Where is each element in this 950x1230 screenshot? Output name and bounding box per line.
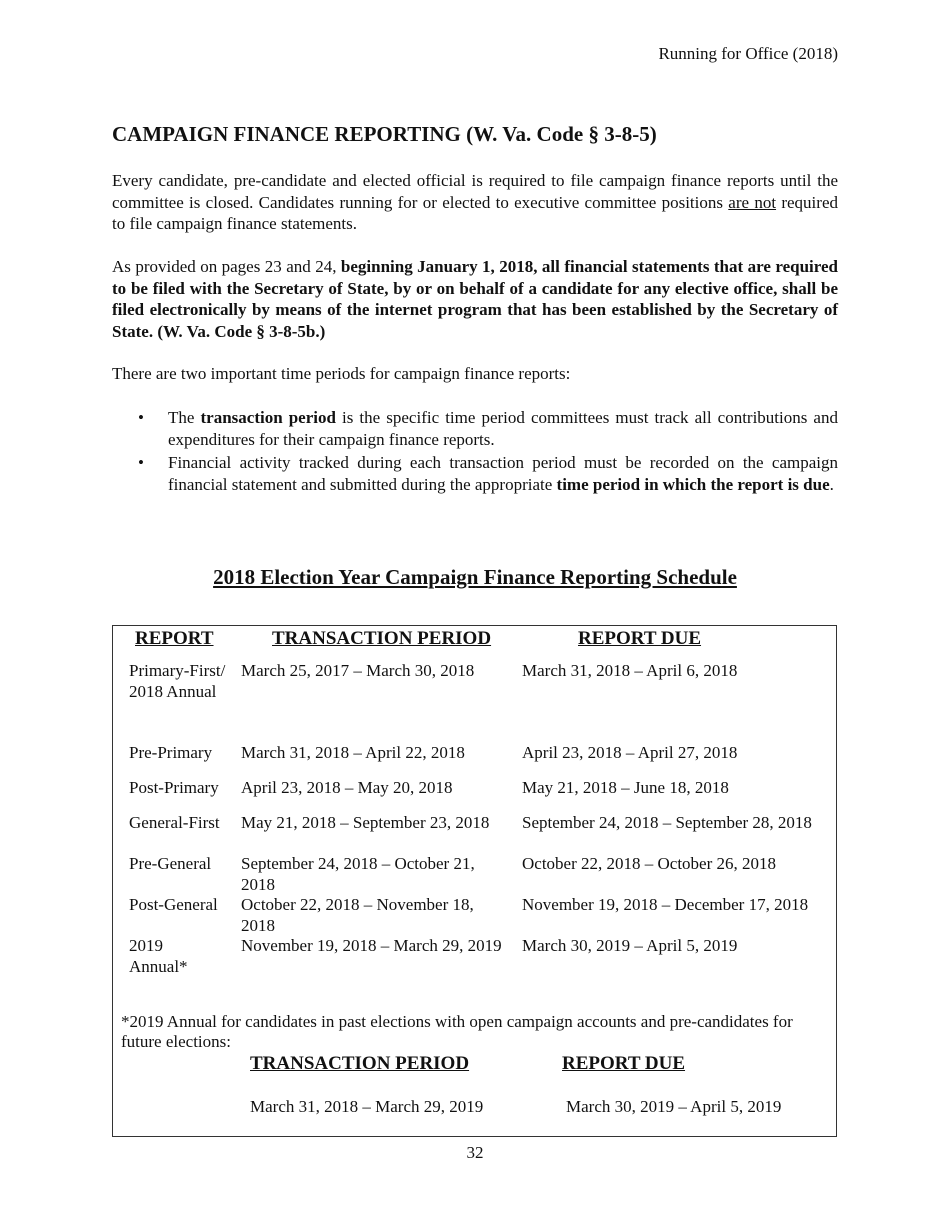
cell-period: March 31, 2018 – April 22, 2018 [241,743,465,762]
schedule-table [112,625,837,1137]
intro-paragraph [112,170,838,235]
cell-period: November 19, 2018 – March 29, 2019 [241,936,502,955]
intro-underlined-text: are not [728,192,777,212]
list-item [112,452,838,495]
sub-header-transaction-period: TRANSACTION PERIOD [250,1053,470,1074]
electronic-filing-paragraph [112,256,838,342]
time-periods-intro: There are two important time periods for campaign finance reports: [112,364,571,383]
sub-header-report-due: REPORT DUE [562,1053,686,1074]
sub-value-period: March 31, 2018 – March 29, 2019 [250,1097,484,1116]
cell-report: General-First [129,813,220,832]
intro-text-before: Every candidate, pre-candidate and elected official is required to file campaign finance reports until the committee is closed. Candidates running for or elected to executive committee positions [112,171,838,212]
cell-period: April 23, 2018 – May 20, 2018 [241,778,453,797]
column-header-report: REPORT [135,628,214,649]
cell-period: September 24, 2018 – October 21, 2018 [241,854,475,894]
electronic-filing-plain: As provided on pages 23 and 24, [112,257,341,276]
cell-due: March 31, 2018 – April 6, 2018 [522,661,738,680]
cell-report: Post-Primary [129,778,219,797]
cell-period: May 21, 2018 – September 23, 2018 [241,813,490,832]
bullet-2-bold: time period in which the report is due [556,474,830,494]
bullet-icon: • [138,408,144,427]
cell-report: Pre-Primary [129,743,213,762]
sub-value-due: March 30, 2019 – April 5, 2019 [566,1097,782,1116]
bullet-icon: • [138,453,144,472]
column-header-report-due: REPORT DUE [578,628,702,649]
time-periods-list [112,407,838,497]
cell-due: September 24, 2018 – September 28, 2018 [522,813,812,832]
cell-due: October 22, 2018 – October 26, 2018 [522,854,777,873]
cell-due: May 21, 2018 – June 18, 2018 [522,778,729,797]
bullet-2-post: . [829,474,834,494]
page-number: 32 [466,1143,484,1162]
column-header-transaction-period: TRANSACTION PERIOD [272,628,492,649]
cell-report: Primary-First/ 2018 Annual [129,661,226,701]
cell-period: March 25, 2017 – March 30, 2018 [241,661,475,680]
cell-due: March 30, 2019 – April 5, 2019 [522,936,738,955]
annual-footnote: *2019 Annual for candidates in past elections with open campaign accounts and pre-candidates for future elections: [121,1012,793,1051]
bullet-2-pre: Financial activity tracked during each transaction period must be recorded on the campaign financial statement and submitted during the appropriate [168,453,838,494]
cell-report: 2019 Annual* [129,936,188,976]
cell-report: Pre-General [129,854,212,873]
schedule-title: 2018 Election Year Campaign Finance Reporting Schedule [213,565,737,589]
cell-report: Post-General [129,895,218,914]
running-header: Running for Office (2018) [658,44,838,63]
cell-due: April 23, 2018 – April 27, 2018 [522,743,738,762]
cell-due: November 19, 2018 – December 17, 2018 [522,895,809,914]
bullet-1-pre: The [168,408,201,427]
bullet-1-post: is the specific time period committees must track all contributions and expenditures for their campaign finance reports. [168,408,838,449]
intro-text-after: required to file campaign finance statements. [112,192,838,233]
cell-period: October 22, 2018 – November 18, 2018 [241,895,474,935]
section-title: CAMPAIGN FINANCE REPORTING (W. Va. Code § 3-8-5) [112,122,657,146]
electronic-filing-bold: beginning January 1, 2018, all financial statements that are required to be filed with the Secretary of State, by or on behalf of a candidate for any elective office, shall be filed electronically by means of the internet program that has been established by the Secretary of State. (W. Va. Code § 3-8-5b.) [112,257,838,341]
list-item [112,407,838,450]
bullet-1-bold: transaction period [200,408,336,427]
